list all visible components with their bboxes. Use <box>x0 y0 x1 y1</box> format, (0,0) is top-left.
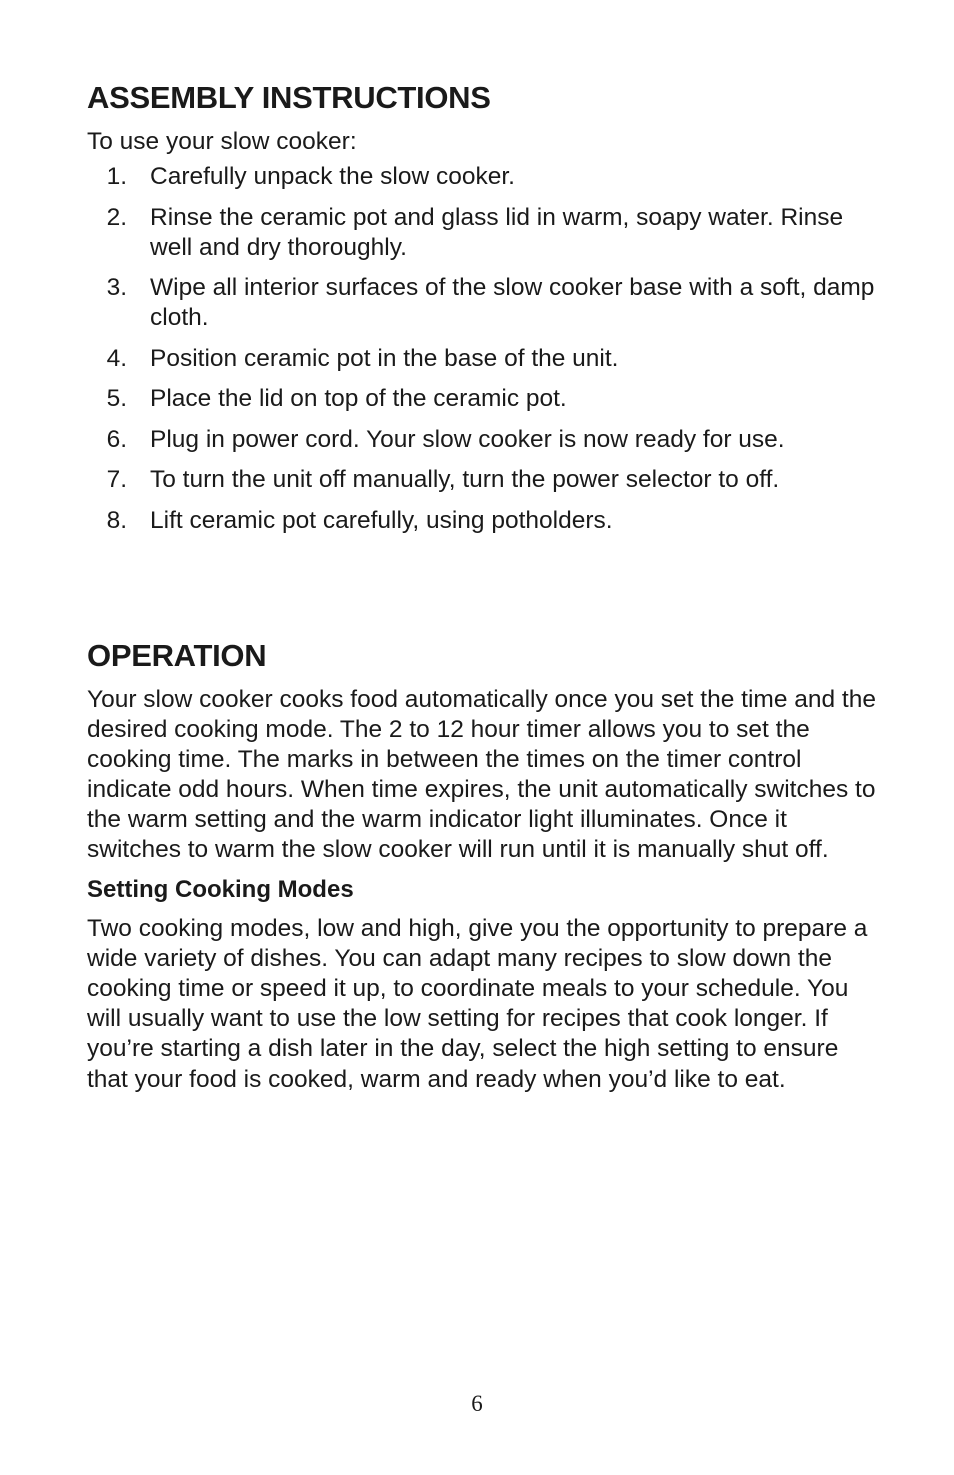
assembly-intro: To use your slow cooker: <box>87 128 357 155</box>
operation-section <box>87 636 877 1095</box>
list-item <box>87 162 877 192</box>
list-item <box>87 273 877 333</box>
document-page <box>87 78 877 1095</box>
step-number: 5. <box>106 385 127 412</box>
assembly-steps-list <box>87 162 877 536</box>
list-item <box>87 425 877 455</box>
step-text: Place the lid on top of the ceramic pot. <box>150 385 567 412</box>
step-number: 2. <box>106 203 127 231</box>
list-item <box>87 344 877 374</box>
list-item <box>87 203 877 263</box>
assembly-title: ASSEMBLY INSTRUCTIONS <box>87 80 491 115</box>
page-number: 6 <box>471 1391 483 1416</box>
list-item <box>87 384 877 414</box>
step-text: Rinse the ceramic pot and glass lid in warm, soapy water. Rinse well and dry thoroughly. <box>150 203 844 261</box>
step-text: Position ceramic pot in the base of the unit. <box>150 344 619 372</box>
step-text: To turn the unit off manually, turn the power selector to off. <box>150 466 780 493</box>
step-number: 3. <box>106 274 127 301</box>
operation-title: OPERATION <box>87 637 267 673</box>
step-text: Wipe all interior surfaces of the slow cooker base with a soft, damp cloth. <box>150 274 875 331</box>
operation-paragraph: Your slow cooker cooks food automatically once you set the time and the desired cooking mode. The 2 to 12 hour timer allows you to set the cooking time. The marks in between the times on the timer control indicate odd hours. When time expires, the unit automatically switches to the warm setting and the warm indicator light illuminates. Once it switches to warm the slow cooker will run until it is manually shut off. <box>87 685 876 863</box>
step-number: 1. <box>106 163 127 190</box>
cooking-modes-paragraph: Two cooking modes, low and high, give you the opportunity to prepare a wide variety of dishes. You can adapt many recipes to slow down the cooking time or speed it up, to coordinate meals to your schedule. You will usually want to use the low setting for recipes that cook longer. If you’re starting a dish later in the day, select the high setting to ensure that your food is cooked, warm and ready when you’d like to eat. <box>87 915 868 1093</box>
list-item <box>87 506 877 536</box>
step-number: 8. <box>106 506 127 534</box>
list-item <box>87 465 877 495</box>
assembly-section <box>87 78 877 536</box>
step-text: Lift ceramic pot carefully, using potholders. <box>150 506 613 534</box>
step-text: Plug in power cord. Your slow cooker is now ready for use. <box>150 425 785 453</box>
step-number: 7. <box>106 466 127 493</box>
cooking-modes-subheading: Setting Cooking Modes <box>87 876 354 904</box>
step-text: Carefully unpack the slow cooker. <box>150 163 515 190</box>
step-number: 6. <box>106 425 127 453</box>
step-number: 4. <box>106 344 127 372</box>
